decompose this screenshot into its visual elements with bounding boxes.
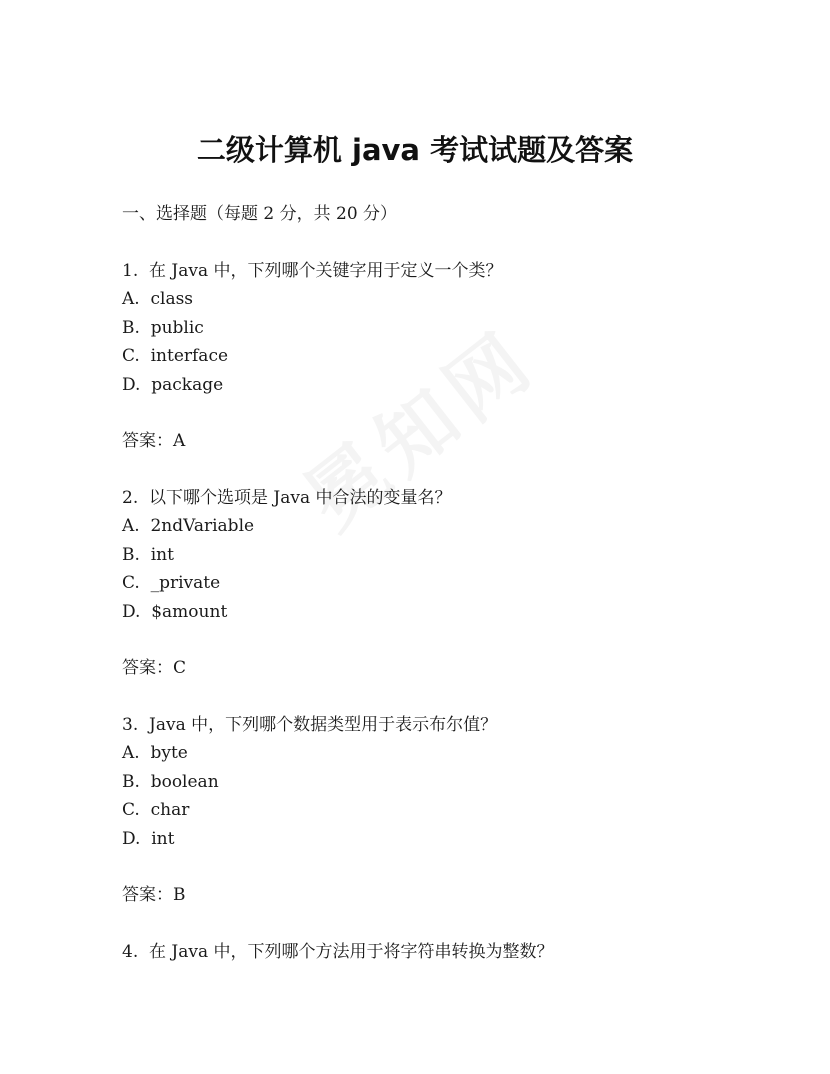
page-title: 二级计算机 java 考试试题及答案 bbox=[196, 133, 634, 167]
option-a: A. class bbox=[122, 289, 194, 309]
spacer bbox=[122, 683, 742, 711]
answer-line: 答案：B bbox=[122, 885, 186, 905]
spacer bbox=[122, 399, 742, 427]
option-d: D. $amount bbox=[122, 601, 228, 622]
option-c: C. interface bbox=[122, 346, 229, 366]
question-prompt: 3. Java 中，下列哪个数据类型用于表示布尔值？ bbox=[122, 714, 498, 735]
document-body bbox=[122, 200, 742, 966]
option-a: A. byte bbox=[122, 743, 188, 763]
option-b: B. boolean bbox=[122, 771, 219, 792]
option-b: B. int bbox=[122, 544, 174, 565]
option-c: C. char bbox=[122, 800, 190, 820]
answer-line: 答案：A bbox=[122, 431, 186, 451]
question-4 bbox=[122, 938, 742, 967]
question-prompt: 1. 在 Java 中，下列哪个关键字用于定义一个类？ bbox=[122, 260, 503, 281]
question-prompt: 2. 以下哪个选项是 Java 中合法的变量名？ bbox=[122, 487, 452, 508]
option-d: D. package bbox=[122, 374, 224, 395]
option-d: D. int bbox=[122, 828, 175, 849]
option-b: B. public bbox=[122, 317, 204, 338]
question-2 bbox=[122, 484, 742, 711]
spacer bbox=[122, 910, 742, 938]
question-3 bbox=[122, 711, 742, 938]
option-c: C. _private bbox=[122, 573, 221, 593]
answer-line: 答案：C bbox=[122, 658, 187, 678]
question-prompt: 4. 在 Java 中，下列哪个方法用于将字符串转换为整数？ bbox=[122, 941, 554, 962]
spacer bbox=[122, 626, 742, 654]
spacer bbox=[122, 853, 742, 881]
question-1 bbox=[122, 257, 742, 484]
section-heading: 一、选择题（每题 2 分，共 20 分） bbox=[122, 204, 398, 224]
spacer bbox=[122, 456, 742, 484]
option-a: A. 2ndVariable bbox=[122, 516, 255, 536]
